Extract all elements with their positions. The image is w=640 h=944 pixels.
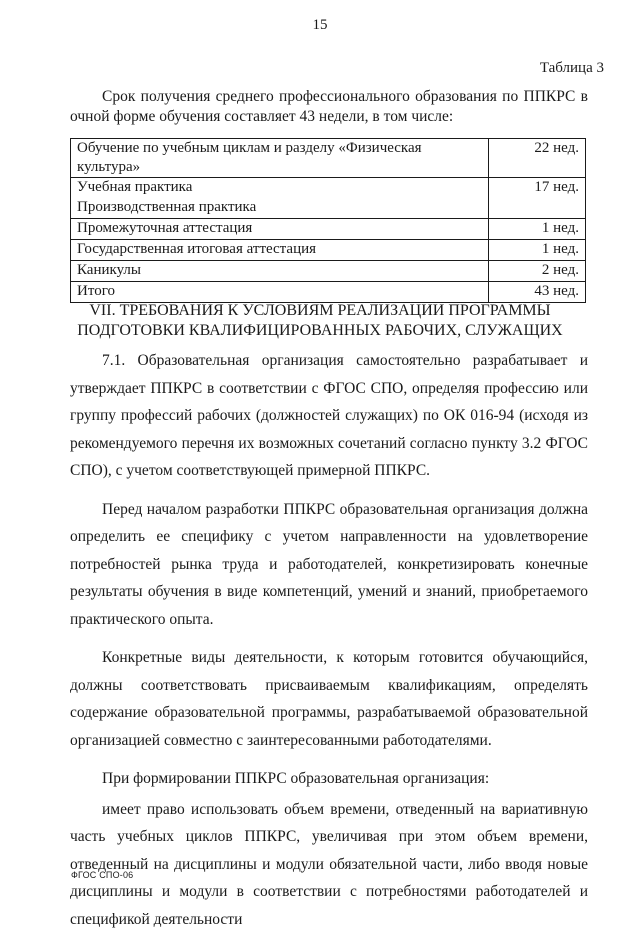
table-row bbox=[71, 139, 586, 178]
table-row bbox=[71, 219, 586, 240]
table-row bbox=[71, 261, 586, 282]
row-label: Промежуточная аттестация bbox=[71, 219, 489, 240]
table-row bbox=[71, 240, 586, 261]
table-row bbox=[71, 178, 586, 199]
row-value: 1 нед. bbox=[489, 219, 586, 240]
section-heading bbox=[40, 301, 600, 341]
table-caption: Таблица 3 bbox=[539, 60, 604, 76]
body-text bbox=[70, 347, 588, 944]
page-number: 15 bbox=[312, 17, 328, 33]
row-label: Производственная практика bbox=[71, 198, 489, 219]
row-value: 17 нед. bbox=[489, 178, 586, 219]
table-row bbox=[71, 282, 586, 303]
section-heading-line: ПОДГОТОВКИ КВАЛИФИЦИРОВАННЫХ РАБОЧИХ, СЛУЖАЩИХ bbox=[77, 322, 563, 339]
intro-paragraph: Срок получения среднего профессионального образования по ППКРС в очной форме обучения составляет 43 недели, в том числе: bbox=[70, 88, 588, 125]
paragraph: 7.1. Образовательная организация самостоятельно разрабатывает и утверждает ППКРС в соответствии с ФГОС СПО, определяя профессию или группу профессий рабочих (должностей служащих) по ОК 016-94 (исходя из рекомендуемого перечня их возможных сочетаний согласно пункту 3.2 ФГОС СПО), с учетом соответствующей примерной ППКРС. bbox=[70, 352, 588, 479]
row-value: 2 нед. bbox=[489, 261, 586, 282]
paragraph: Перед началом разработки ППКРС образовательная организация должна определить ее специфику с учетом направленности на удовлетворение потребностей рынка труда и работодателей, конкретизировать конечные результаты обучения в виде компетенций, умений и знаний, приобретаемого практического опыта. bbox=[70, 500, 588, 628]
row-label: Каникулы bbox=[71, 261, 489, 282]
section-heading-line: VII. ТРЕБОВАНИЯ К УСЛОВИЯМ РЕАЛИЗАЦИИ ПРОГРАММЫ bbox=[89, 302, 551, 319]
paragraph: имеет право использовать объем времени, отведенный на вариативную часть учебных циклов ППКРС, увеличивая при этом объем времени, отведенный на дисциплины и модули обязательной части, либо вводя новые дисциплины и модули в соответствии с потребностями работодателей и спецификой деятельности bbox=[70, 800, 588, 928]
row-value: 22 нед. bbox=[489, 139, 586, 178]
row-label: Учебная практика bbox=[71, 178, 489, 199]
row-label: Итого bbox=[71, 282, 489, 303]
paragraph: При формировании ППКРС образовательная организация: bbox=[102, 770, 490, 787]
footer-code: ФГОС СПО-06 bbox=[71, 870, 134, 880]
row-value: 1 нед. bbox=[489, 240, 586, 261]
row-label: Государственная итоговая аттестация bbox=[71, 240, 489, 261]
paragraph: Конкретные виды деятельности, к которым готовится обучающийся, должны соответствовать присваиваемым квалификациям, определять содержание образовательной программы, разрабатываемой образовательной организацией совместно с заинтересованными работодателями. bbox=[70, 649, 588, 749]
study-duration-table bbox=[70, 138, 586, 303]
row-value: 43 нед. bbox=[489, 282, 586, 303]
row-label: Обучение по учебным циклам и разделу «Физическая культура» bbox=[71, 139, 489, 178]
